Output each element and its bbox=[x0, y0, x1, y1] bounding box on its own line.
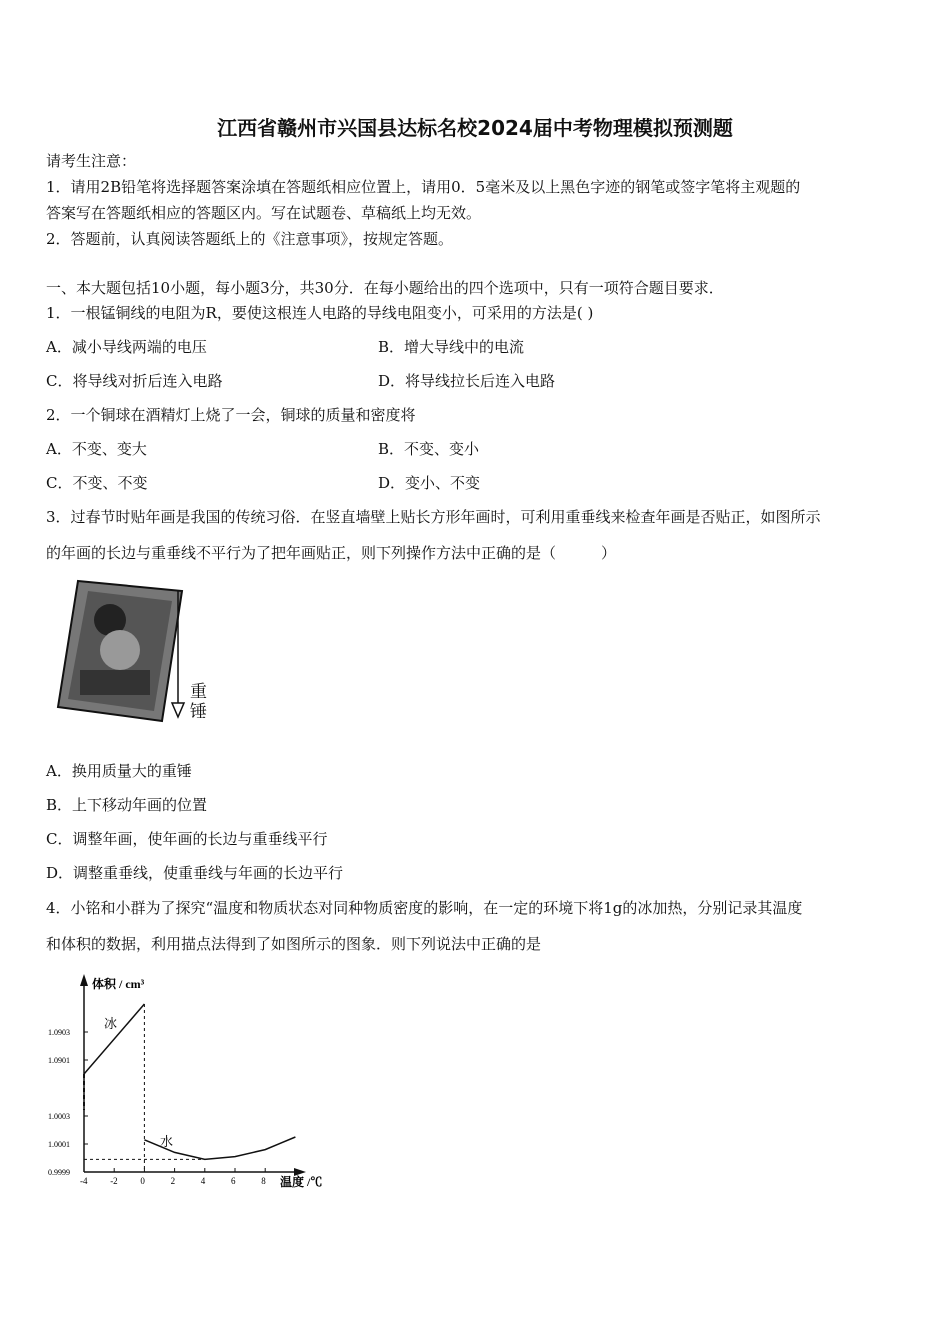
volume-temperature-chart bbox=[40, 960, 350, 1200]
notice-item: 2．答题前，认真阅读答题纸上的《注意事项》，按规定答题。 bbox=[46, 230, 454, 248]
x-axis-label: 温度 /℃ bbox=[280, 1175, 323, 1189]
q4-stem: 和体积的数据，利用描点法得到了如图所示的图象．则下列说法中正确的是 bbox=[46, 935, 542, 953]
section-heading: 一、本大题包括10小题，每小题3分，共30分．在每小题给出的四个选项中，只有一项符合题目要求． bbox=[46, 279, 724, 297]
notice-item: 答案写在答题纸相应的答题区内。写在试题卷、草稿纸上均无效。 bbox=[46, 204, 482, 222]
y-axis-label: 体积 / cm³ bbox=[92, 977, 145, 991]
q3-figure bbox=[50, 575, 220, 725]
q1-option-c: C．将导线对折后连入电路 bbox=[46, 372, 223, 390]
ice-series-line bbox=[84, 1004, 144, 1074]
ice-series-label: 冰 bbox=[104, 1016, 118, 1031]
q3-option-c: C．调整年画，使年画的长边与重垂线平行 bbox=[46, 830, 328, 848]
q2-option-b: B．不变、变小 bbox=[378, 440, 480, 458]
y-tick-label: 1.0901 bbox=[48, 1056, 70, 1065]
x-tick-label: -2 bbox=[110, 1176, 118, 1186]
q3-option-b: B．上下移动年画的位置 bbox=[46, 796, 208, 814]
q1-stem: 1．一根锰铜线的电阻为R，要使这根连人电路的导线电阻变小，可采用的方法是( ) bbox=[46, 304, 594, 322]
notice-heading: 请考生注意： bbox=[46, 152, 137, 170]
plumb-label: 锤 bbox=[190, 702, 207, 722]
q2-stem: 2．一个铜球在酒精灯上烧了一会，铜球的质量和密度将 bbox=[46, 406, 416, 424]
x-tick-label: 2 bbox=[170, 1176, 176, 1186]
y-axis-arrow bbox=[80, 974, 88, 986]
q3-stem: 3．过春节时贴年画是我国的传统习俗．在竖直墙壁上贴长方形年画时，可利用重垂线来检查年画是否贴正，如图所示 bbox=[46, 508, 821, 526]
q2-option-a: A．不变、变大 bbox=[46, 440, 147, 458]
plumb-label: 重 bbox=[190, 682, 207, 702]
x-tick-label: 4 bbox=[200, 1176, 206, 1186]
q2-option-d: D．变小、不变 bbox=[378, 474, 481, 492]
y-tick-label: 1.0003 bbox=[48, 1112, 70, 1121]
x-tick-label: 0 bbox=[140, 1176, 145, 1186]
q1-option-d: D．将导线拉长后连入电路 bbox=[378, 372, 556, 390]
notice-item: 1．请用2B铅笔将选择题答案涂填在答题纸相应位置上，请用0．5毫米及以上黑色字迹的钢笔或签字笔将主观题的 bbox=[46, 178, 801, 196]
y-tick-label: 1.0903 bbox=[48, 1028, 70, 1037]
q3-stem: 的年画的长边与重垂线不平行为了把年画贴正，则下列操作方法中正确的是（ ） bbox=[46, 544, 617, 562]
y-tick-label: 1.0001 bbox=[48, 1140, 70, 1149]
page-title: 江西省赣州市兴国县达标名校2024届中考物理模拟预测题 bbox=[217, 116, 733, 140]
water-series-label: 水 bbox=[160, 1134, 174, 1149]
y-tick-label: 0.9999 bbox=[48, 1168, 70, 1177]
q2-option-c: C．不变、不变 bbox=[46, 474, 148, 492]
q4-stem: 4．小铭和小群为了探究“温度和物质状态对同种物质密度的影响，在一定的环境下将1g的冰加热，分别记录其温度 bbox=[46, 899, 803, 917]
q3-option-d: D．调整重垂线，使重垂线与年画的长边平行 bbox=[46, 864, 344, 882]
q1-option-b: B．增大导线中的电流 bbox=[378, 338, 525, 356]
x-tick-label: 6 bbox=[231, 1176, 236, 1186]
x-tick-label: 8 bbox=[261, 1176, 266, 1186]
x-tick-label: -4 bbox=[80, 1176, 88, 1186]
q3-option-a: A．换用质量大的重锤 bbox=[46, 762, 192, 780]
q1-option-a: A．减小导线两端的电压 bbox=[46, 338, 207, 356]
